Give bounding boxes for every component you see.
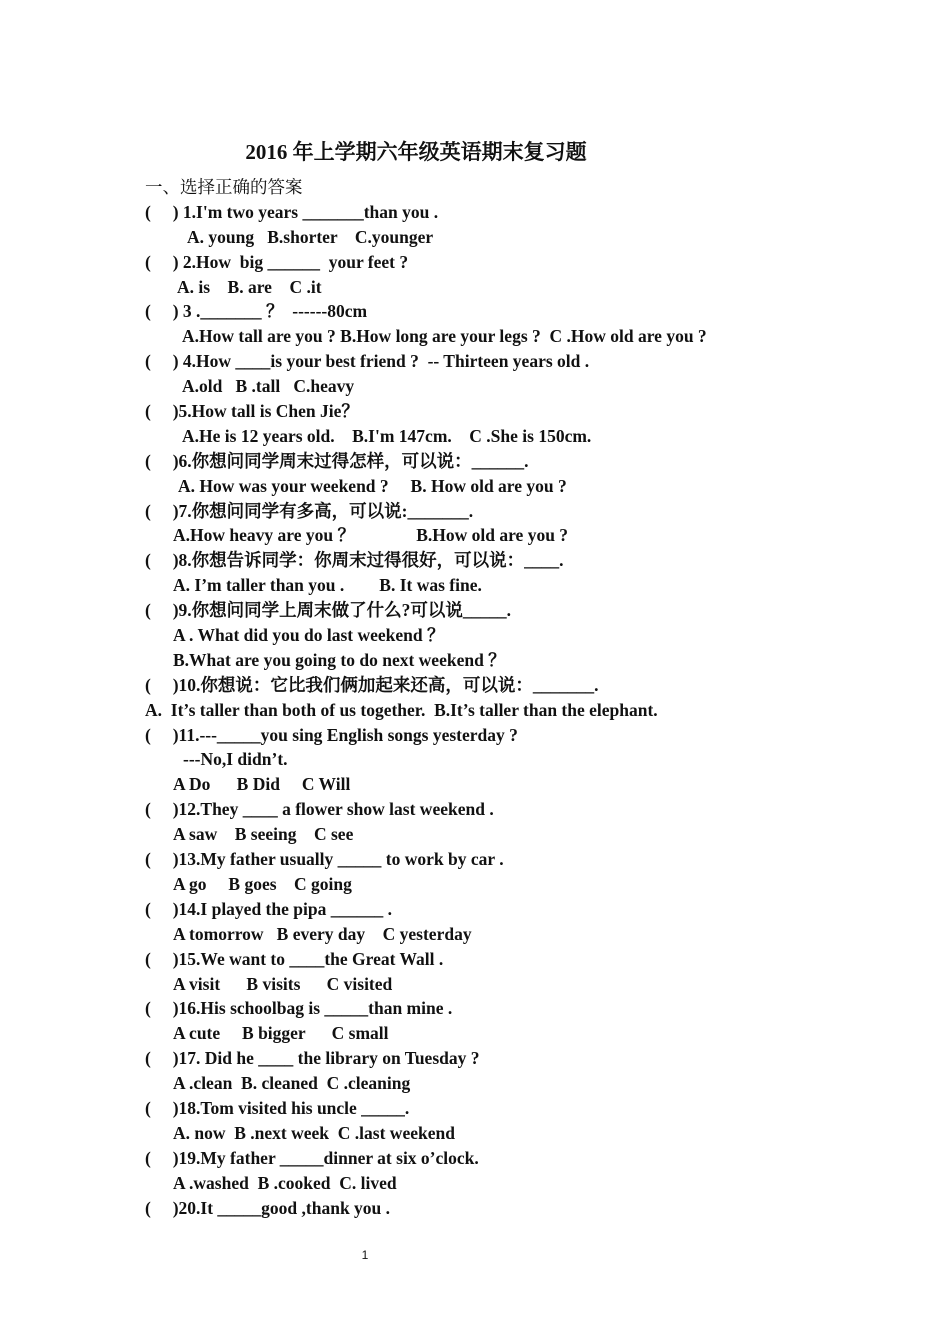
option-line: A .washed B .cooked C. lived [173,1172,397,1193]
question-line: ( )11.---_____you sing English songs yesterday ? [145,724,518,745]
question-line: ( )19.My father _____dinner at six o’clock. [145,1147,479,1168]
question-line: ( )18.Tom visited his uncle _____. [145,1097,410,1118]
question-line: ( )17. Did he ____ the library on Tuesday ? [145,1048,480,1069]
question-line: ( )20.It _____good ,thank you . [145,1197,391,1218]
question-line: ( )16.His schoolbag is _____than mine . [145,998,453,1019]
question-line: ( ) 4.How ____is your best friend ? -- Thirteen years old . [145,351,590,372]
section-heading: 一、选择正确的答案 [145,177,303,197]
option-line: A . What did you do last weekend ？ [173,625,445,646]
question-line: ( )6.你想问同学周末过得怎样，可以说：______. [145,450,529,471]
option-line: B.What are you going to do next weekend ？ [173,649,506,670]
option-line: ---No,I didn’t. [183,749,288,770]
option-line: A visit B visits C visited [173,973,393,994]
question-line: ( )13.My father usually _____ to work by car . [145,849,504,870]
page-number: 1 [361,1248,369,1262]
option-line: A.How heavy are you ？ B.How old are you ? [173,525,569,546]
option-line: A Do B Did C Will [173,774,351,795]
document-title: 2016 年上学期六年级英语期末复习题 [245,140,587,164]
option-line: A .clean B. cleaned C .cleaning [173,1073,411,1094]
option-line: A.How tall are you ? B.How long are your legs ? C .How old are you ? [182,326,707,347]
question-line: ( )15.We want to ____the Great Wall . [145,948,444,969]
option-line: A.He is 12 years old. B.I'm 147cm. C .She is 150cm. [182,425,592,446]
question-line: ( )9.你想问同学上周末做了什么?可以说_____. [145,600,512,621]
option-line: A cute B bigger C small [173,1023,389,1044]
option-line: A. young B.shorter C.younger [187,226,434,247]
option-line: A. How was your weekend ? B. How old are you ? [178,475,567,496]
option-line: A saw B seeing C see [173,824,354,845]
question-line: ( )8.你想告诉同学：你周末过得很好，可以说：____. [145,550,564,571]
option-line: A. now B .next week C .last weekend [173,1122,455,1143]
question-line: ( )7.你想问同学有多高，可以说:_______. [145,500,474,521]
question-list [145,175,865,1220]
option-line: A tomorrow B every day C yesterday [173,923,472,944]
question-lines [145,200,865,1221]
option-line: A. is B. are C .it [177,276,322,297]
question-line: ( ) 3 ._______ ？ ------80cm [145,301,368,322]
option-line: A. It’s taller than both of us together. B.It’s taller than the elephant. [145,699,658,720]
question-line: ( ) 2.How big ______ your feet ? [145,251,409,272]
question-line: ( )12.They ____ a flower show last weekend . [145,799,494,820]
question-line: ( )10.你想说：它比我们俩加起来还高，可以说：_______. [145,674,599,695]
option-line: A.old B .tall C.heavy [182,376,355,397]
option-line: A. I’m taller than you . B. It was fine. [173,575,482,596]
question-line: ( ) 1.I'm two years _______than you . [145,201,439,222]
question-line: ( )5.How tall is Chen Jie？ [145,401,359,422]
question-line: ( )14.I played the pipa ______ . [145,898,392,919]
option-line: A go B goes C going [173,873,352,894]
